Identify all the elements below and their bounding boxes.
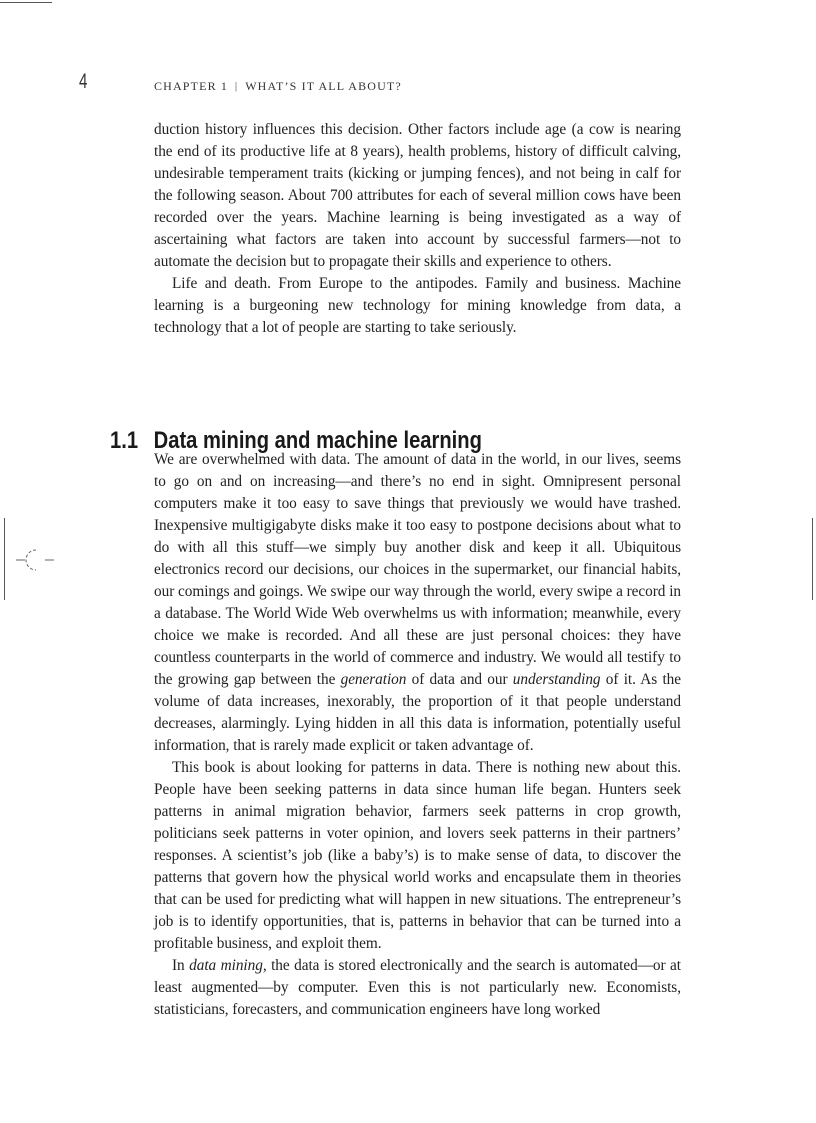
paragraph-looking-for-patterns: This book is about looking for patterns in data. There is nothing new about this. People have been seeking patterns in data since human life began. Hunters seek patterns in animal migration behavior, farmers seek patterns in crop growth, politicians seek patterns in voter opinion, and lovers seek patterns in their partners’ responses. A scientist’s job (like a baby’s) is to make sense of data, to discover the patterns that govern how the physical world works and encapsulate them in theories that can be used for predicting what will happen in new situations. The entrepreneur’s job is to identify opportunities, that is, patterns in behavior that can be turned into a profitable business, and exploit them. bbox=[154, 759, 681, 952]
body-text-continued bbox=[154, 119, 681, 339]
text-run: of it. As the volume of data increases, inexorably, the proportion of it that people understand decreases, alarmingly. Lying hidden in all this data is information, potentially useful information, that is rarely made explicit or taken advantage of. bbox=[154, 671, 681, 754]
section-number: 1.1 bbox=[110, 426, 139, 454]
crop-mark-left bbox=[4, 518, 5, 600]
crop-mark-right bbox=[812, 518, 813, 600]
paragraph-data-mining bbox=[154, 955, 681, 1021]
running-head-title: WHAT’S IT ALL ABOUT? bbox=[245, 79, 402, 93]
text-run: of data and our bbox=[406, 671, 513, 688]
page-number: 4 bbox=[79, 70, 88, 93]
emphasis-understanding: understanding bbox=[512, 671, 601, 688]
paragraph-overwhelmed-with-data bbox=[154, 449, 681, 757]
crop-mark-top bbox=[0, 2, 52, 3]
paragraph-life-and-death: Life and death. From Europe to the antipodes. Family and business. Machine learning is a burgeoning new technology for mining knowledge from data, a technology that a lot of people are starting to take seriously. bbox=[154, 275, 681, 336]
paragraph-dairy-herd: duction history influences this decision. Other factors include age (a cow is nearing the end of its productive life at 8 years), health problems, history of difficult calving, undesirable temperament traits (kicking or jumping fences), and not being in calf for the following season. About 700 attributes for each of several million cows have been recorded over the years. Machine learning is being investigated as a way of ascertaining what factors are taken into account by successful farmers—not to automate the decision but to propagate their skills and experience to others. bbox=[154, 121, 681, 270]
running-head-chapter: CHAPTER 1 bbox=[154, 79, 229, 93]
text-run: the data is stored electronically and the search is automated—or at least augmented—by computer. Even this is not particularly new. Economists, statisticians, forecasters, and communication engineers have long worked bbox=[154, 957, 681, 1018]
emphasis-generation: generation bbox=[340, 671, 407, 688]
running-head-separator: | bbox=[235, 81, 239, 92]
emphasis-data-mining: data mining, bbox=[189, 957, 267, 974]
section-title: Data mining and machine learning bbox=[153, 426, 482, 454]
text-run: In bbox=[172, 957, 190, 974]
section-body bbox=[154, 449, 681, 1021]
text-run: We are overwhelmed with data. The amount of data in the world, in our lives, seems to go on and on increasing—and there’s no end in sight. Omnipresent personal computers make it too easy to save things that previously we would have trashed. Inexpensive multigigabyte disks make it too easy to postpone decisions about what to do with all this stuff—we simply buy another disk and keep it all. Ubiquitous electronics record our decisions, our choices in the supermarket, our financial habits, our comings and goings. We swipe our way through the world, every swipe a record in a database. The World Wide Web overwhelms us with information; meanwhile, every choice we make is recorded. And all these are just personal choices: they have countless counterparts in the world of commerce and industry. We would all testify to the growing gap between the bbox=[154, 451, 681, 688]
running-head bbox=[154, 79, 402, 95]
registration-mark-icon bbox=[16, 546, 56, 574]
